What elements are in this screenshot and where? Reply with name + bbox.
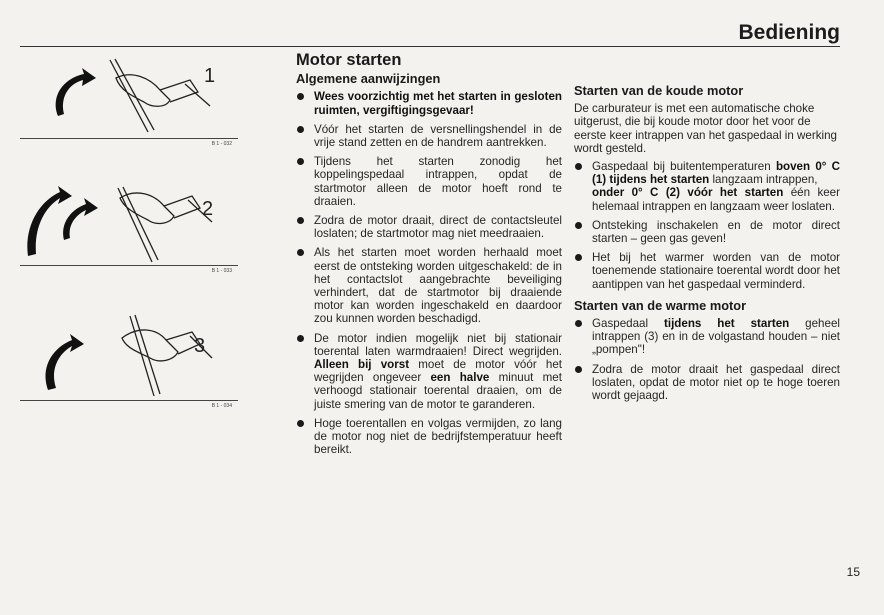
column-general — [296, 51, 562, 462]
bullet-icon — [297, 335, 304, 342]
bullet-icon — [297, 126, 304, 133]
list-item: Vóór het starten de versnellingshendel in de vrije stand zetten en de handrem aantrekken. — [296, 123, 562, 149]
pedal-illustration-1 — [20, 56, 238, 136]
list-item: Zodra de motor draait het gaspedaal direct loslaten, opdat de motor niet op te hoge toeren wordt gejaagd. — [574, 363, 840, 403]
list-item: Zodra de motor draait, direct de contactsleutel loslaten; de startmotor mag niet meedraaien. — [296, 214, 562, 240]
figure-rule — [20, 138, 238, 139]
list-item: Wees voorzichtig met het starten in gesloten ruimten, vergiftigingsgevaar! — [296, 90, 562, 116]
cold-engine-intro: De carburateur is met een automatische choke uitgerust, die bij koude motor door het voor de eerste keer intrappen van het gaspedaal in werking wordt gesteld. — [574, 102, 837, 155]
pedal-illustration-3 — [20, 312, 238, 398]
cold-engine-heading: Starten van de koude motor — [574, 83, 744, 98]
bullet-icon — [575, 320, 582, 327]
section-subtitle: Algemene aanwijzingen — [296, 71, 441, 87]
bullet-icon — [575, 366, 582, 373]
page-number: 15 — [846, 565, 860, 579]
cold-engine-list — [574, 160, 840, 291]
figure-number: 3 — [194, 335, 206, 357]
arrow-icon — [56, 68, 96, 116]
list-item: Als het starten moet worden herhaald moet eerst de ontsteking worden uitgeschakeld: de in het contactslot aangebrachte beveiliging verhindert, dat de startmotor bij draaiende motor kan worden ingeschakeld en daardoor zou kunnen worden beschadigd. — [296, 246, 562, 325]
warm-engine-heading: Starten van de warme motor — [574, 297, 747, 313]
bullet-icon — [297, 420, 304, 427]
arrow-icon — [45, 334, 84, 390]
bullet-icon — [297, 249, 304, 256]
bullet-icon — [297, 158, 304, 165]
figure-number: 2 — [202, 198, 214, 220]
figure-code: B 1 - 034 — [211, 403, 232, 409]
arrow-icon — [27, 186, 72, 256]
list-item: Het bij het warmer worden van de motor toenemende stationaire toerental wordt door het aantippen van het gaspedaal verminderd. — [574, 251, 840, 291]
figure-code: B 1 - 033 — [211, 268, 232, 274]
bullet-icon — [575, 163, 582, 170]
arrow-icon — [63, 198, 98, 240]
pedal-illustration-2 — [20, 178, 238, 263]
header-title: Bediening — [738, 21, 840, 44]
figure-rule — [20, 400, 238, 401]
figure-2 — [20, 178, 238, 274]
bullet-icon — [297, 217, 304, 224]
list-item: Ontsteking inschakelen en de motor direct starten – geen gas geven! — [574, 219, 840, 245]
bullet-icon — [575, 254, 582, 261]
instruction-list — [296, 90, 562, 456]
figure-1 — [20, 56, 238, 147]
column-starting — [574, 84, 840, 408]
figure-3 — [20, 312, 238, 409]
list-item: Gaspedaal bij buitentemperaturen boven 0° C (1) tijdens het starten langzaam intrappen, onder 0° C (2) vóór het starten één keer helemaal intrappen en langzaam weer loslaten. — [574, 160, 840, 213]
bullet-icon — [297, 93, 304, 100]
figure-code: B 1 - 032 — [211, 141, 232, 147]
figure-number: 1 — [204, 65, 216, 87]
list-item: De motor indien mogelijk niet bij stationair toerental laten warmdraaien! Direct wegrijden. Alleen bij vorst moet de motor vóór het wegrijden ongeveer een halve minuut met verhoogd stationair toerental draaien, om de juiste smering van de motor te garanderen. — [296, 332, 562, 411]
list-item: Gaspedaal tijdens het starten geheel intrappen (3) en in de volgastand houden – niet „pompen"! — [574, 317, 840, 357]
header-rule — [20, 46, 840, 47]
warm-engine-list — [574, 317, 840, 402]
list-item: Tijdens het starten zonodig het koppelingspedaal intrappen, opdat de startmotor alleen de motor hoeft rond te draaien. — [296, 155, 562, 208]
list-item: Hoge toerentallen en volgas vermijden, zo lang de motor nog niet de bedrijfstemperatuur heeft bereikt. — [296, 417, 562, 457]
section-title: Motor starten — [296, 51, 402, 69]
figure-rule — [20, 265, 238, 266]
bullet-icon — [575, 222, 582, 229]
